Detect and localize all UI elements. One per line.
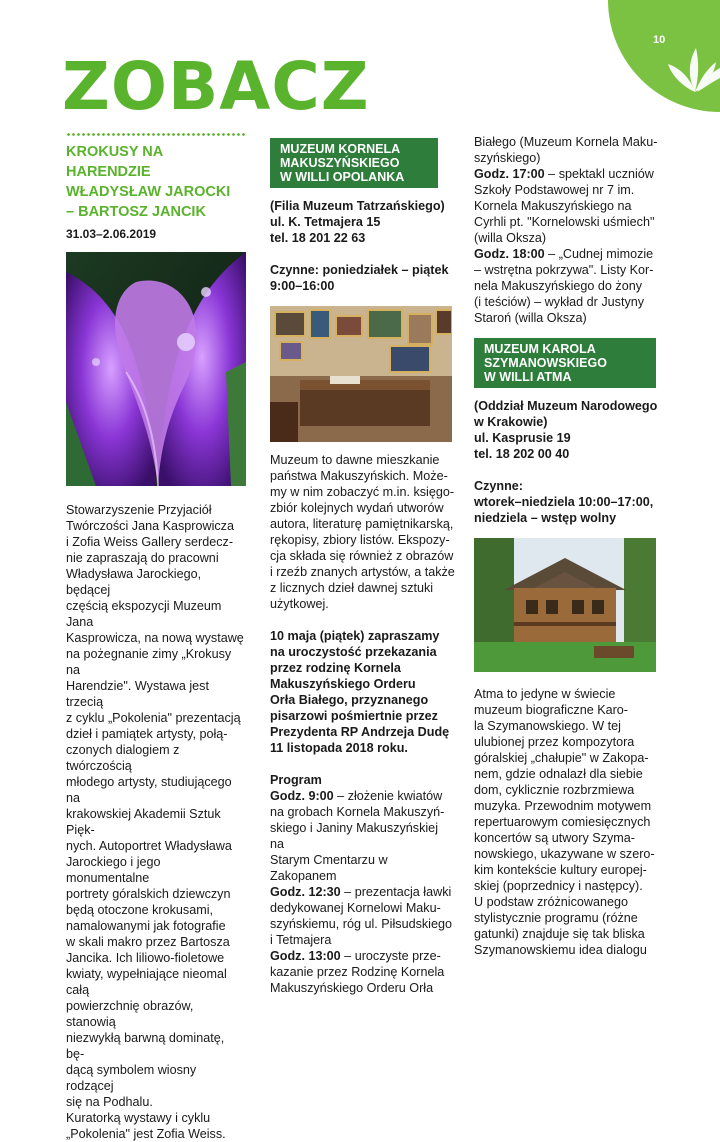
text-line: użytkowej.: [270, 597, 329, 611]
text-line: muzeum biograficzne Karo-: [474, 703, 628, 717]
text-line: i rzeźb znanych artystów, a także: [270, 565, 455, 579]
text-line: w skali makro przez Bartosza: [66, 935, 230, 949]
museum-info: [474, 398, 659, 526]
program-line: Godz. 9:00 – złożenie kwiatów: [270, 789, 443, 803]
info-line: ul. Kasprusie 19: [474, 431, 571, 445]
text-line: z licznych dzieł dawnej sztuki: [270, 581, 434, 595]
text-line: ulubionej przez kompozytora: [474, 735, 635, 749]
text-line: kim kontekście kultury europej-: [474, 863, 647, 877]
text-line: będą otoczone krokusami,: [66, 903, 214, 917]
program-line: Białego (Muzeum Kornela Maku-: [474, 135, 658, 149]
text-line: dom, cyklicznie rozbrzmiewa: [474, 783, 635, 797]
box-line: MUZEUM KAROLA: [484, 342, 596, 356]
info-line: w Krakowie): [474, 415, 548, 429]
program-line: Godz. 13:00 – uroczyste prze-: [270, 949, 441, 963]
text-line: kwiaty, wypełniające nieomal całą: [66, 967, 227, 997]
program-line: kazanie przez Rodzinę Kornela: [270, 965, 445, 979]
program-line: na grobach Kornela Makuszyń-: [270, 805, 445, 819]
text-line: się na Podhalu.: [66, 1095, 153, 1109]
program-line: dedykowanej Kornelowi Maku-: [270, 901, 441, 915]
program-line: Szkoły Podstawowej nr 7 im.: [474, 183, 635, 197]
text-line: my w nim zobaczyć m.in. księgo-: [270, 485, 455, 499]
program-line: Kornela Makuszyńskiego na: [474, 199, 632, 213]
text-line: repertuarowym comiesięcznych: [474, 815, 651, 829]
program-continuation: [474, 134, 659, 326]
heading-line: WŁADYSŁAW JAROCKI: [66, 184, 231, 200]
box-line: W WILLI OPOLANKA: [280, 170, 405, 184]
hours-line: 9:00–16:00: [270, 279, 335, 293]
text-line: nie zapraszają do pracowni: [66, 551, 219, 565]
text-line: góralskiej „chałupie" w Zakopa-: [474, 751, 649, 765]
hours-line: wtorek–niedziela 10:00–17:00,: [474, 495, 654, 509]
text-line: powierzchnię obrazów, stanowią: [66, 999, 194, 1029]
text-line: stylistycznie programu (różne: [474, 911, 638, 925]
text-line: muzyka. Przewodnim motywem: [474, 799, 652, 813]
heading-line: KROKUSY NA: [66, 144, 164, 160]
page-title: ZOBACZ: [62, 48, 370, 125]
text-line: częścią ekspozycji Muzeum Jana: [66, 599, 222, 629]
text-line: Władysława Jarockiego, będącej: [66, 567, 202, 597]
crocus-painting-image: [66, 252, 246, 486]
text-line: Jancika. Ich liliowo-fioletowe: [66, 951, 225, 965]
text-line: dzieł i pamiątek artysty, połą-: [66, 727, 228, 741]
text-line: pisarzowi pośmiertnie przez: [270, 709, 438, 723]
invitation-text: [270, 628, 455, 756]
text-line: nowskiego, ukazywane w szero-: [474, 847, 655, 861]
text-line: Szymanowskiemu idea dialogu: [474, 943, 647, 957]
hours-line: Czynne:: [474, 479, 523, 493]
text-line: gatunki) znajduje się tak bliska: [474, 927, 645, 941]
text-line: na uroczystość przekazania: [270, 645, 437, 659]
museum-name-box: [474, 338, 656, 388]
villa-atma-photo: [474, 538, 656, 672]
box-line: SZYMANOWSKIEGO: [484, 356, 607, 370]
hours-line: niedziela – wstęp wolny: [474, 511, 617, 525]
text-line: niezwykłą barwną dominatę, bę-: [66, 1031, 225, 1061]
dotted-divider: [66, 133, 246, 136]
text-line: rękopisy, zbiory listów. Ekspozy-: [270, 533, 450, 547]
study-room-photo: [270, 306, 452, 442]
program-line: (willa Oksza): [474, 231, 547, 245]
text-line: 10 maja (piątek) zapraszamy: [270, 629, 440, 643]
text-line: Prezydenta RP Andrzeja Dudę: [270, 725, 450, 739]
program-line: skiego i Janiny Makuszyńskiej na: [270, 821, 438, 851]
info-line: tel. 18 202 00 40: [474, 447, 570, 461]
heading-line: HARENDZIE: [66, 164, 151, 180]
program-line: szyńskiemu, róg ul. Piłsudskiego: [270, 917, 452, 931]
text-line: skiej (poprzednicy i następcy).: [474, 879, 643, 893]
text-line: młodego artysty, studiującego na: [66, 775, 232, 805]
program-line: Godz. 17:00 – spektakl uczniów: [474, 167, 654, 181]
program-line: (i teściów) – wykład dr Justyny: [474, 295, 645, 309]
info-line: (Oddział Muzeum Narodowego: [474, 399, 658, 413]
program-line: nela Makuszyńskiego do żony: [474, 279, 643, 293]
exhibition-heading: [66, 142, 244, 242]
text-line: na pożegnanie zimy „Krokusy na: [66, 647, 232, 677]
heading-line: – BARTOSZ JANCIK: [66, 204, 206, 220]
museum-info: [270, 198, 455, 294]
text-line: państwa Makuszyńskich. Może-: [270, 469, 448, 483]
museum-name-box: [270, 138, 438, 188]
text-line: Jarockiego i jego monumentalne: [66, 855, 161, 885]
program-line: Cyrhli pt. "Kornelowski uśmiech": [474, 215, 655, 229]
exhibition-dates: 31.03–2.06.2019: [66, 227, 157, 241]
text-line: Muzeum to dawne mieszkanie: [270, 453, 440, 467]
program-line: Godz. 12:30 – prezentacja ławki: [270, 885, 452, 899]
makuszynski-description: [270, 452, 455, 996]
program-title: Program: [270, 773, 322, 787]
hours-line: Czynne: poniedziałek – piątek: [270, 263, 449, 277]
program-line: – wstrętna pokrzywa". Listy Kor-: [474, 263, 654, 277]
text-line: U podstaw zróżnicowanego: [474, 895, 629, 909]
text-line: dącą symbolem wiosny rodzącej: [66, 1063, 197, 1093]
info-line: ul. K. Tetmajera 15: [270, 215, 381, 229]
szymanowski-museum-section: [474, 338, 659, 526]
info-line: (Filia Muzeum Tatrzańskiego): [270, 199, 445, 213]
program-line: Starym Cmentarzu w Zakopanem: [270, 853, 388, 883]
text-line: Atma to jedyne w świecie: [474, 687, 616, 701]
makuszynski-museum-section: [270, 138, 455, 294]
page-number: 10: [653, 34, 666, 46]
text-line: nem, gdzie odnalazł dla siebie: [474, 767, 643, 781]
exhibition-description: [66, 502, 244, 1142]
szymanowski-description: [474, 686, 659, 958]
text-line: nych. Autoportret Władysława: [66, 839, 232, 853]
text-line: portrety góralskich dziewczyn: [66, 887, 231, 901]
text-line: przez rodzinę Kornela: [270, 661, 401, 675]
program-list: [270, 788, 455, 996]
text-line: z cyklu „Pokolenia" prezentacją: [66, 711, 241, 725]
text-line: Orła Białego, przyznanego: [270, 693, 429, 707]
text-line: Harendzie". Wystawa jest trzecią: [66, 679, 209, 709]
text-line: czonych dialogiem z twórczością: [66, 743, 180, 773]
box-line: W WILLI ATMA: [484, 370, 572, 384]
text-line: i Zofia Weiss Gallery serdecz-: [66, 535, 234, 549]
text-line: Kuratorką wystawy i cyklu: [66, 1111, 211, 1125]
text-line: autora, literaturę pamiętnikarską,: [270, 517, 454, 531]
program-line: szyńskiego): [474, 151, 541, 165]
text-line: Twórczości Jana Kasprowicza: [66, 519, 234, 533]
program-line: i Tetmajera: [270, 933, 332, 947]
text-line: cja składa się również z obrazów: [270, 549, 454, 563]
text-line: Makuszyńskiego Orderu: [270, 677, 416, 691]
box-line: MAKUSZYŃSKIEGO: [280, 156, 400, 170]
corner-leaf-badge: [600, 0, 720, 112]
program-line: Staroń (willa Oksza): [474, 311, 587, 325]
program-line: Godz. 18:00 – „Cudnej mimozie: [474, 247, 654, 261]
program-line: Makuszyńskiego Orderu Orła: [270, 981, 434, 995]
text-line: 11 listopada 2018 roku.: [270, 741, 408, 755]
text-line: zbiór kolejnych wydań utworów: [270, 501, 444, 515]
text-line: koncertów są utwory Szyma-: [474, 831, 635, 845]
text-line: „Pokolenia" jest Zofia Weiss.: [66, 1127, 226, 1141]
box-line: MUZEUM KORNELA: [280, 142, 401, 156]
text-line: Kasprowicza, na nową wystawę: [66, 631, 244, 645]
info-line: tel. 18 201 22 63: [270, 231, 366, 245]
text-line: Stowarzyszenie Przyjaciół: [66, 503, 212, 517]
text-line: krakowskiej Akademii Sztuk Pięk-: [66, 807, 221, 837]
text-line: la Szymanowskiego. W tej: [474, 719, 621, 733]
text-line: namalowanymi jak fotografie: [66, 919, 226, 933]
